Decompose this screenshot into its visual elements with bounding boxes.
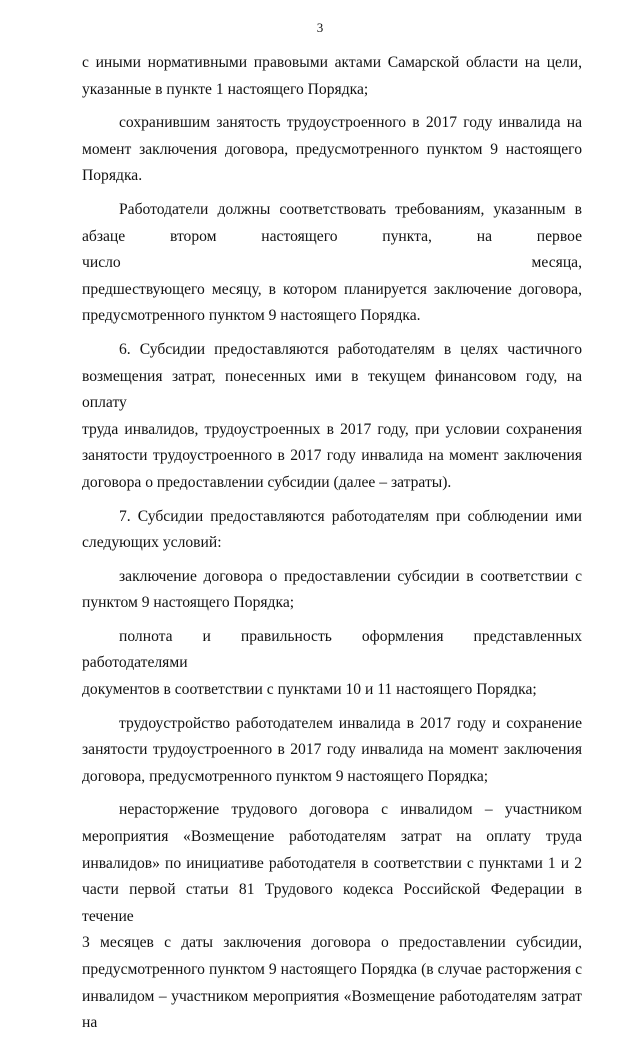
text-line: инвалидом – участником мероприятия «Возмещение работодателям затрат на: [82, 987, 582, 1032]
paragraph-item-7: [82, 504, 582, 557]
paragraph-employer-requirements: [82, 197, 582, 330]
text-line: занятости трудоустроенного в 2017 году инвалида на момент заключения: [82, 741, 582, 759]
paragraph-item-6: [82, 337, 582, 497]
text-line: договора, предусмотренного пунктом 9 настоящего Порядка;: [82, 767, 489, 785]
text-line: трудоустройство работодателем инвалида в 2017 году и сохранение: [119, 714, 582, 732]
text-line: сохранившим занятость трудоустроенного в 2017 году инвалида на: [119, 114, 582, 132]
text-line: возмещения затрат, понесенных ими в текущем финансовом году, на оплату: [82, 367, 582, 412]
text-line: Порядка.: [82, 167, 143, 185]
text-line: труда инвалидов, трудоустроенных в 2017 году, при условии сохранения: [82, 420, 582, 438]
text-line: предусмотренного пунктом 9 настоящего Порядка (в случае расторжения с: [82, 961, 582, 978]
text-line: заключение договора о предоставлении субсидии в соответствии с: [119, 567, 582, 585]
paragraph-retained-employment: [82, 110, 582, 190]
text-line: предусмотренного пунктом 9 настоящего Порядка.: [82, 307, 421, 325]
text-line: указанные в пункте 1 настоящего Порядка;: [82, 80, 369, 98]
text-line: полнота и правильность оформления представленных работодателями: [82, 627, 582, 672]
text-line: мероприятия «Возмещение работодателям затрат на оплату труда: [82, 828, 582, 846]
text-line: предшествующего месяцу, в котором планируется заключение договора,: [82, 280, 582, 298]
text-line: занятости трудоустроенного в 2017 году инвалида на момент заключения: [82, 447, 582, 465]
text-line: 7. Субсидии предоставляются работодателям при соблюдении ими: [119, 507, 582, 525]
text-line: Работодатели должны соответствовать требованиям, указанным в: [119, 200, 582, 218]
text-line: момент заключения договора, предусмотренного пунктом 9 настоящего: [82, 140, 582, 158]
text-line: договора о предоставлении субсидии (далее – затраты).: [82, 473, 452, 491]
paragraph-condition-employment: [82, 711, 582, 791]
text-line: части первой статьи 81 Трудового кодекса Российской Федерации в течение: [82, 881, 582, 925]
text-line: абзаце втором настоящего пункта, на первое число месяца,: [82, 227, 582, 272]
page-number: 3: [316, 20, 324, 35]
document-body: [82, 50, 582, 1037]
text-line: 6. Субсидии предоставляются работодателям в целях частичного: [119, 340, 582, 358]
text-line: документов в соответствии с пунктами 10 и 11 настоящего Порядка;: [82, 681, 537, 699]
text-line: нерасторжение трудового договора с инвалидом – участником: [119, 801, 582, 819]
paragraph-condition-agreement: [82, 564, 582, 617]
paragraph-condition-non-termination: [82, 797, 582, 1036]
text-line: пунктом 9 настоящего Порядка;: [82, 594, 295, 612]
text-line: инвалидов» по инициативе работодателя в соответствии с пунктами 1 и 2: [82, 854, 582, 872]
paragraph-continuation: [82, 50, 582, 103]
paragraph-condition-documents: [82, 624, 582, 704]
text-line: 3 месяцев с даты заключения договора о предоставлении субсидии,: [82, 934, 582, 952]
text-line: с иными нормативными правовыми актами Самарской области на цели,: [82, 54, 582, 71]
text-line: следующих условий:: [82, 534, 222, 552]
